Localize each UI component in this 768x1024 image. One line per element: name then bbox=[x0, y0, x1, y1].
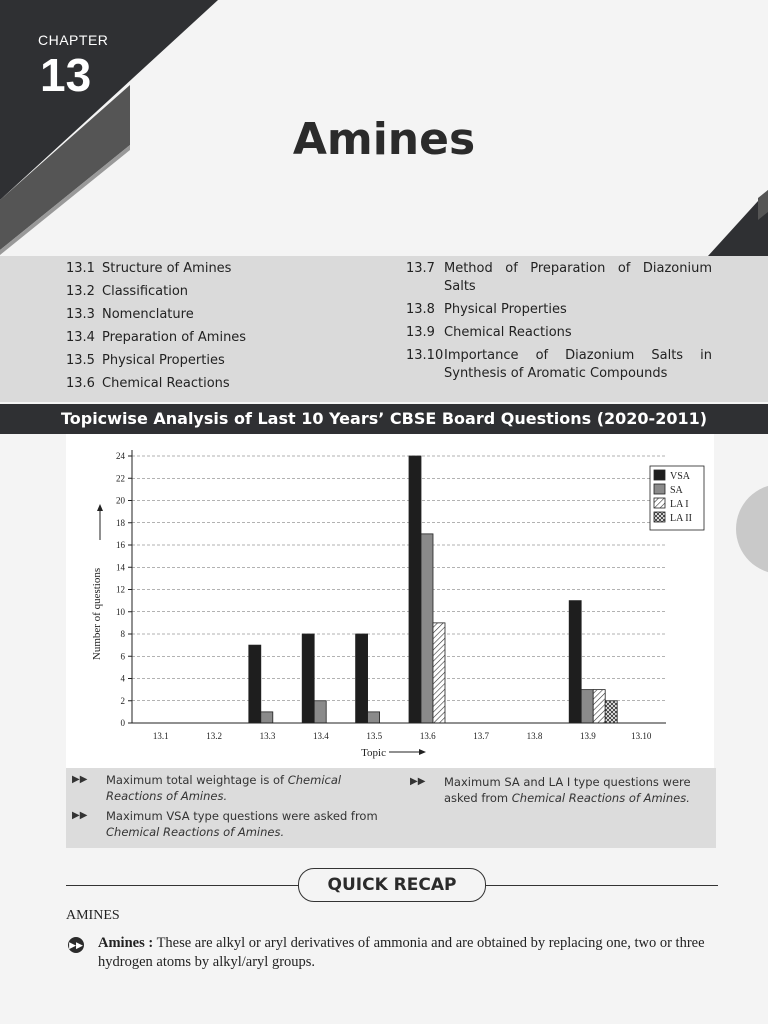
x-axis-arrowhead bbox=[419, 749, 426, 755]
legend-swatch bbox=[654, 512, 665, 522]
recap-divider-left bbox=[66, 885, 298, 886]
toc-item[interactable] bbox=[406, 347, 712, 383]
toc-text: Classification bbox=[102, 284, 189, 299]
toc-left-column bbox=[66, 260, 386, 398]
bar-vsa bbox=[302, 634, 314, 723]
page-turn-circle[interactable] bbox=[736, 484, 768, 574]
amines-definition bbox=[98, 934, 720, 972]
bar-sa bbox=[421, 534, 433, 723]
note-text bbox=[106, 772, 386, 804]
chart-grid bbox=[132, 456, 666, 701]
bar-sa bbox=[581, 690, 593, 723]
y-tick-label: 12 bbox=[116, 584, 125, 595]
toc-item[interactable] bbox=[406, 260, 712, 296]
note-item bbox=[66, 772, 386, 804]
note-plain: Maximum total weightage is of bbox=[106, 773, 288, 787]
y-tick-label: 22 bbox=[116, 473, 125, 484]
toc-text: Importance of Diazonium Salts in Synthesis of Aromatic Compounds bbox=[444, 348, 712, 381]
note-text bbox=[444, 774, 710, 806]
chapter-label: CHAPTER bbox=[38, 32, 109, 48]
note-text bbox=[106, 808, 386, 840]
double-arrow-icon: ▶▶ bbox=[72, 774, 88, 785]
definition-text: These are alkyl or aryl derivatives of ammonia and are obtained by replacing one, two or three hydrogen atoms by alkyl/aryl groups. bbox=[98, 935, 705, 970]
legend-label: LA II bbox=[670, 513, 692, 524]
x-tick-label: 13.10 bbox=[631, 731, 652, 741]
y-tick-label: 0 bbox=[120, 718, 125, 728]
note-italic: Chemical Reactions of Amines. bbox=[106, 773, 342, 803]
toc-text: Physical Properties bbox=[444, 302, 567, 317]
section-heading: AMINES bbox=[66, 908, 120, 923]
x-tick-label: 13.4 bbox=[313, 731, 329, 741]
right-corner-graphic bbox=[708, 190, 768, 256]
toc-number: 13.1 bbox=[66, 261, 95, 276]
bar-vsa bbox=[409, 456, 421, 723]
double-arrow-icon: ▶▶ bbox=[72, 810, 88, 821]
x-tick-label: 13.1 bbox=[152, 731, 169, 741]
x-axis-label: Topic bbox=[361, 747, 386, 759]
analysis-header: Topicwise Analysis of Last 10 Years’ CBSE Board Questions (2020-2011) bbox=[0, 404, 768, 434]
y-axis-arrowhead bbox=[97, 504, 103, 511]
toc-item[interactable] bbox=[66, 260, 386, 278]
double-arrow-icon: ▶▶ bbox=[410, 776, 426, 787]
note-plain: Maximum SA and LA I type questions were asked from bbox=[444, 775, 691, 805]
chapter-number: 13 bbox=[40, 49, 92, 101]
term: Amines : bbox=[98, 935, 154, 951]
toc-item[interactable] bbox=[66, 329, 386, 347]
toc-number: 13.9 bbox=[406, 325, 435, 340]
note-plain: Maximum VSA type questions were asked from bbox=[106, 809, 378, 823]
toc-text: Method of Preparation of Diazonium Salts bbox=[444, 261, 712, 294]
legend-swatch bbox=[654, 470, 665, 480]
toc-number: 13.3 bbox=[66, 307, 95, 322]
toc-text: Nomenclature bbox=[102, 307, 194, 322]
y-tick-label: 2 bbox=[120, 695, 125, 706]
y-axis-label: Number of questions bbox=[91, 567, 103, 661]
toc-item[interactable] bbox=[66, 375, 386, 393]
toc-number: 13.2 bbox=[66, 284, 95, 299]
recap-divider-right bbox=[486, 885, 718, 886]
note-item bbox=[404, 774, 710, 806]
toc-text: Chemical Reactions bbox=[102, 376, 230, 391]
y-tick-label: 20 bbox=[116, 495, 125, 506]
bar-sa bbox=[314, 701, 326, 723]
note-item bbox=[66, 808, 386, 840]
chart-legend bbox=[650, 466, 704, 530]
x-tick-label: 13.8 bbox=[526, 731, 543, 741]
note-italic: Chemical Reactions of Amines. bbox=[511, 791, 690, 805]
toc-item[interactable] bbox=[406, 301, 712, 319]
toc-number: 13.4 bbox=[66, 330, 95, 345]
toc-panel bbox=[0, 256, 768, 402]
legend-label: VSA bbox=[670, 471, 691, 482]
bar-vsa bbox=[249, 645, 261, 723]
toc-item[interactable] bbox=[406, 324, 712, 342]
y-tick-label: 4 bbox=[120, 673, 125, 684]
x-tick-label: 13.6 bbox=[419, 731, 436, 741]
note-italic: Chemical Reactions of Amines. bbox=[106, 825, 285, 839]
bar-vsa bbox=[356, 634, 368, 723]
y-tick-label: 6 bbox=[120, 651, 125, 662]
y-tick-label: 8 bbox=[120, 629, 125, 639]
toc-right-column bbox=[406, 260, 712, 388]
x-tick-label: 13.2 bbox=[206, 731, 222, 741]
toc-number: 13.10 bbox=[406, 348, 444, 363]
toc-text: Physical Properties bbox=[102, 353, 225, 368]
bar-la-ii bbox=[605, 701, 617, 723]
toc-number: 13.7 bbox=[406, 261, 435, 276]
legend-swatch bbox=[654, 484, 665, 494]
bar-la-i bbox=[433, 623, 445, 723]
legend-label: SA bbox=[670, 485, 683, 496]
x-tick-label: 13.7 bbox=[473, 731, 489, 741]
legend-swatch bbox=[654, 498, 665, 508]
toc-item[interactable] bbox=[66, 306, 386, 324]
x-tick-label: 13.9 bbox=[580, 731, 596, 741]
y-tick-label: 10 bbox=[116, 606, 125, 617]
y-tick-label: 14 bbox=[116, 562, 125, 573]
double-arrow-bullet-icon: ▶▶ bbox=[68, 937, 84, 953]
y-tick-label: 24 bbox=[116, 451, 125, 461]
bar-sa bbox=[368, 712, 380, 723]
toc-text: Chemical Reactions bbox=[444, 325, 572, 340]
x-tick-label: 13.3 bbox=[259, 731, 276, 741]
toc-number: 13.5 bbox=[66, 353, 95, 368]
page-title: Amines bbox=[292, 114, 476, 165]
toc-item[interactable] bbox=[66, 352, 386, 370]
legend-label: LA I bbox=[670, 499, 689, 510]
toc-number: 13.8 bbox=[406, 302, 435, 317]
chart-panel bbox=[66, 434, 714, 768]
y-tick-label: 18 bbox=[116, 517, 125, 528]
toc-text: Structure of Amines bbox=[102, 261, 232, 276]
bar-sa bbox=[261, 712, 273, 723]
toc-item[interactable] bbox=[66, 283, 386, 301]
bar-vsa bbox=[569, 601, 581, 723]
bar-la-i bbox=[593, 690, 605, 723]
toc-text: Preparation of Amines bbox=[102, 330, 247, 345]
notes-panel bbox=[66, 768, 716, 848]
bar-chart bbox=[66, 434, 714, 768]
x-tick-label: 13.5 bbox=[366, 731, 383, 741]
y-tick-label: 16 bbox=[116, 540, 125, 550]
quick-recap-heading: QUICK RECAP bbox=[298, 868, 486, 902]
toc-number: 13.6 bbox=[66, 376, 95, 391]
